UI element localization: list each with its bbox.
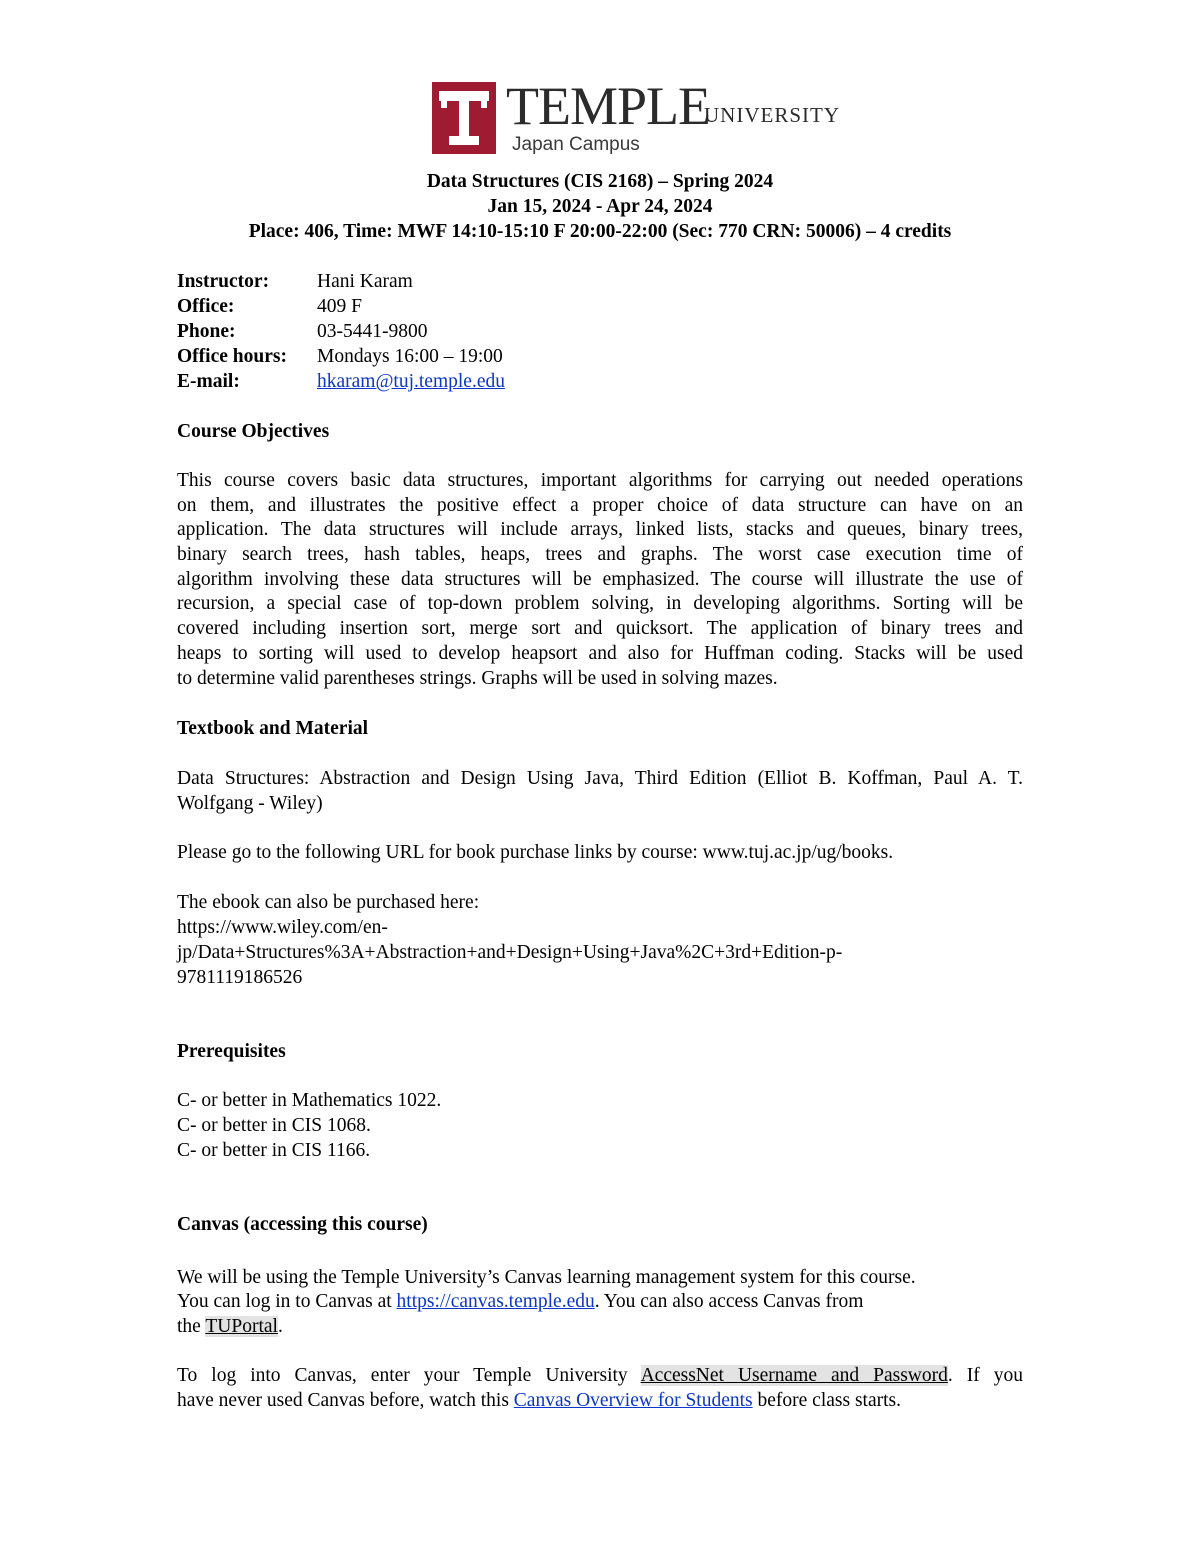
office-label: Office: bbox=[177, 296, 235, 317]
canvas-url-link[interactable]: https://canvas.temple.edu bbox=[396, 1291, 595, 1312]
canvas-portal-text: . bbox=[277, 1316, 283, 1337]
instructor-label: Instructor: bbox=[177, 271, 270, 292]
textbook-citation bbox=[177, 767, 1023, 816]
canvas-portal-line bbox=[177, 1315, 283, 1339]
canvas-access-text: have never used Canvas before, watch this bbox=[177, 1389, 514, 1411]
logo-temple-word: TEMPLE bbox=[506, 76, 710, 136]
canvas-access-paragraph bbox=[177, 1364, 1023, 1413]
instructor-value: Hani Karam bbox=[317, 271, 413, 292]
canvas-intro-line: We will be using the Temple University’s Canvas learning management system for this course. bbox=[177, 1267, 916, 1288]
canvas-login-line bbox=[177, 1290, 863, 1314]
objectives-line: on them, and illustrates the positive effect a proper choice of data structure can have on an bbox=[177, 494, 1023, 516]
objectives-line: covered including insertion sort, merge sort and quicksort. The application of binary trees and bbox=[177, 618, 1023, 640]
logo-university-word: UNIVERSITY bbox=[704, 103, 840, 127]
canvas-access-line bbox=[177, 1364, 1023, 1389]
office-hours-value: Mondays 16:00 – 19:00 bbox=[317, 346, 503, 367]
prerequisites-heading: Prerequisites bbox=[177, 1041, 286, 1062]
logo-campus-word: Japan Campus bbox=[512, 134, 640, 155]
objectives-line: heaps to sorting will used to develop heapsort and also for Huffman coding. Stacks will be used bbox=[177, 642, 1023, 664]
prerequisite-item: C- or better in CIS 1166. bbox=[177, 1140, 371, 1161]
office-value: 409 F bbox=[317, 296, 362, 317]
phone-row bbox=[177, 320, 428, 344]
objectives-heading: Course Objectives bbox=[177, 421, 330, 442]
canvas-portal-text: the bbox=[177, 1316, 206, 1337]
accessnet-link[interactable]: AccessNet Username and Password bbox=[640, 1365, 948, 1386]
course-dates: Jan 15, 2024 - Apr 24, 2024 bbox=[487, 196, 713, 217]
canvas-login-text: You can log in to Canvas at bbox=[177, 1291, 397, 1312]
objectives-line: algorithm involving these data structures will be emphasized. The course will illustrate the use of bbox=[177, 568, 1023, 590]
temple-t-emblem-icon bbox=[432, 82, 496, 154]
email-row bbox=[177, 370, 505, 394]
textbook-line: Data Structures: Abstraction and Design Using Java, Third Edition (Elliot B. Koffman, Paul A. T. bbox=[177, 768, 1023, 789]
temple-university-logo bbox=[432, 76, 852, 156]
office-hours-label: Office hours: bbox=[177, 346, 287, 367]
email-label: E-mail: bbox=[177, 371, 240, 392]
canvas-overview-link[interactable]: Canvas Overview for Students bbox=[513, 1389, 753, 1411]
phone-value: 03-5441-9800 bbox=[317, 321, 428, 342]
office-hours-row bbox=[177, 345, 503, 369]
instructor-row bbox=[177, 270, 413, 294]
office-row bbox=[177, 295, 362, 319]
objectives-line: recursion, a special case of top-down problem solving, in developing algorithms. Sorting will be bbox=[177, 593, 1023, 615]
email-link[interactable]: hkaram@tuj.temple.edu bbox=[317, 371, 505, 392]
objectives-line: application. The data structures will include arrays, linked lists, stacks and queues, binary trees, bbox=[177, 519, 1023, 541]
objectives-line: This course covers basic data structures, important algorithms for carrying out needed operations bbox=[177, 470, 1023, 491]
purchase-info: Please go to the following URL for book purchase links by course: www.tuj.ac.jp/ug/books. bbox=[177, 842, 894, 863]
objectives-paragraph bbox=[177, 469, 1023, 691]
ebook-info: The ebook can also be purchased here: bbox=[177, 892, 480, 913]
prerequisite-item: C- or better in CIS 1068. bbox=[177, 1115, 371, 1136]
canvas-access-line bbox=[177, 1389, 1023, 1414]
canvas-login-text: . You can also access Canvas from bbox=[594, 1291, 864, 1312]
textbook-line: Wolfgang - Wiley) bbox=[177, 792, 323, 814]
tuportal-link[interactable]: TUPortal bbox=[205, 1316, 278, 1337]
canvas-access-text: before class starts. bbox=[752, 1389, 901, 1411]
ebook-url-line: jp/Data+Structures%3A+Abstraction+and+Design+Using+Java%2C+3rd+Edition-p- bbox=[177, 942, 843, 963]
course-place-time: Place: 406, Time: MWF 14:10-15:10 F 20:00-22:00 (Sec: 770 CRN: 50006) – 4 credits bbox=[248, 221, 952, 242]
canvas-access-text: . If you bbox=[947, 1365, 1023, 1386]
course-title: Data Structures (CIS 2168) – Spring 2024 bbox=[426, 171, 774, 192]
phone-label: Phone: bbox=[177, 321, 236, 342]
ebook-url-line: 9781119186526 bbox=[177, 967, 303, 988]
prerequisite-item: C- or better in Mathematics 1022. bbox=[177, 1090, 442, 1111]
canvas-heading: Canvas (accessing this course) bbox=[177, 1214, 428, 1235]
objectives-line: to determine valid parentheses strings. Graphs will be used in solving mazes. bbox=[177, 667, 778, 689]
textbook-heading: Textbook and Material bbox=[177, 718, 369, 739]
canvas-access-text: To log into Canvas, enter your Temple University bbox=[177, 1365, 641, 1386]
objectives-line: binary search trees, hash tables, heaps, trees and graphs. The worst case execution time of bbox=[177, 544, 1023, 566]
ebook-url-line: https://www.wiley.com/en- bbox=[177, 917, 388, 938]
